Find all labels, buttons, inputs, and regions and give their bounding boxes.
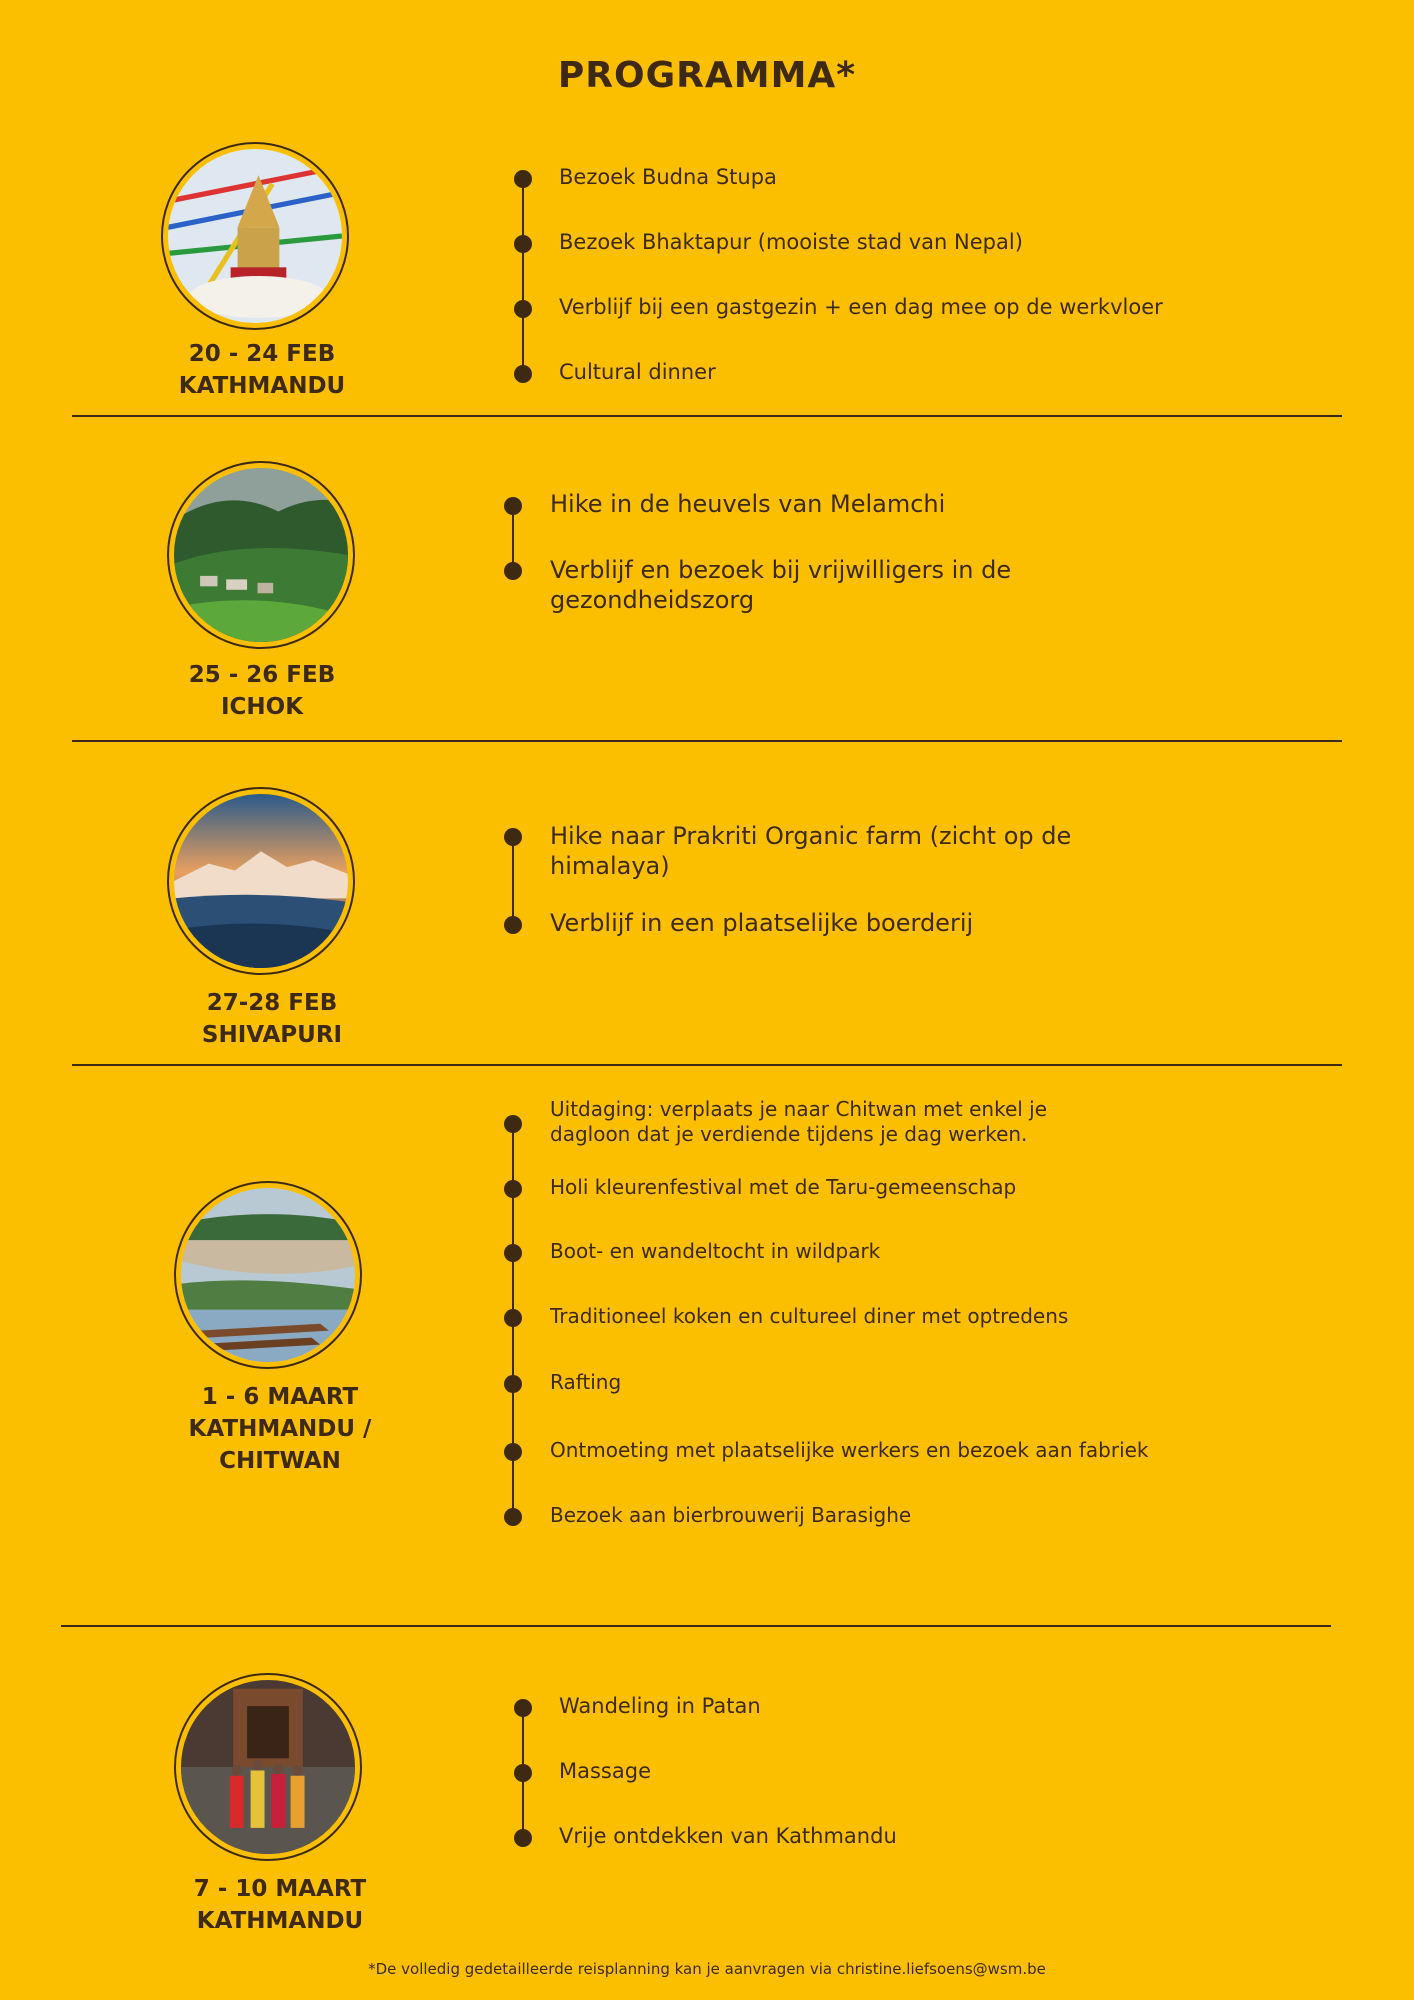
section-1-photo (161, 142, 349, 330)
page-title: PROGRAMMA* (557, 55, 857, 96)
section-2-label (112, 659, 412, 723)
section-2-place: ICHOK (220, 694, 304, 720)
section-5-date: 7 - 10 MAART (193, 1876, 367, 1902)
section-5-label (130, 1873, 430, 1937)
section-2-photo (167, 461, 355, 649)
section-1-date: 20 - 24 FEB (188, 341, 336, 367)
section-4-label (130, 1381, 430, 1477)
section-divider (72, 1064, 1342, 1066)
section-divider (61, 1625, 1331, 1627)
footer-note: *De volledig gedetailleerde reisplanning kan je aanvragen via christine.liefsoens@wsm.be (368, 1960, 1046, 1978)
section-3-date: 27-28 FEB (206, 990, 338, 1016)
section-divider (72, 415, 1342, 417)
section-3-label (122, 987, 422, 1051)
section-4-place-2: CHITWAN (219, 1448, 341, 1474)
section-5-place: KATHMANDU (196, 1908, 364, 1934)
section-4-date: 1 - 6 MAART (201, 1384, 359, 1410)
section-divider (72, 740, 1342, 742)
program-page: PROGRAMMA* 20 - 24 FEB KATHMANDU Bezoek Budna Stupa Bezoek Bhaktapur (mooiste stad van Nepal) Verblijf bij een gastgezin + een dag mee op de werkvloer Cultural dinner 25 - 26 FEB ICHOK Hike in de heuvels van Melamchi Verblijf en bezoek bij vrijwilligers in de gezondheidszorg 27-28 FEB SHIVAPURI Hike naar Prakriti Organic farm (zicht op de himalaya) Verblijf in een plaatselijke boerderij 1 - 6 MAART KATHMANDU / CHITWAN Uitdaging: verplaats je naar Chitwan met enkel je dagloon dat je verdiende tijdens je dag werken. Holi kleurenfestival met de Taru-gemeenschap Boot- en wandeltocht in wildpark Traditioneel koken en cultureel diner met optredens Rafting Ontmoeting met plaatselijke werkers en bezoek aan fabriek Bezoek aan bierbrouwerij Barasighe 7 - 10 MAART KATHMANDU Wandeling in Patan Massage Vrije ontdekken van Kathmandu *De volledig gedetailleerde reisplanning kan je aanvragen via christine.liefsoens@wsm.be (0, 0, 1414, 2000)
section-4-place: KATHMANDU / (188, 1416, 372, 1442)
section-5-photo (174, 1673, 362, 1861)
section-1-place: KATHMANDU (178, 373, 346, 399)
section-3-place: SHIVAPURI (201, 1022, 343, 1048)
section-3-photo (167, 787, 355, 975)
section-1-label (112, 338, 412, 402)
section-2-date: 25 - 26 FEB (188, 662, 336, 688)
section-4-photo (174, 1181, 362, 1369)
